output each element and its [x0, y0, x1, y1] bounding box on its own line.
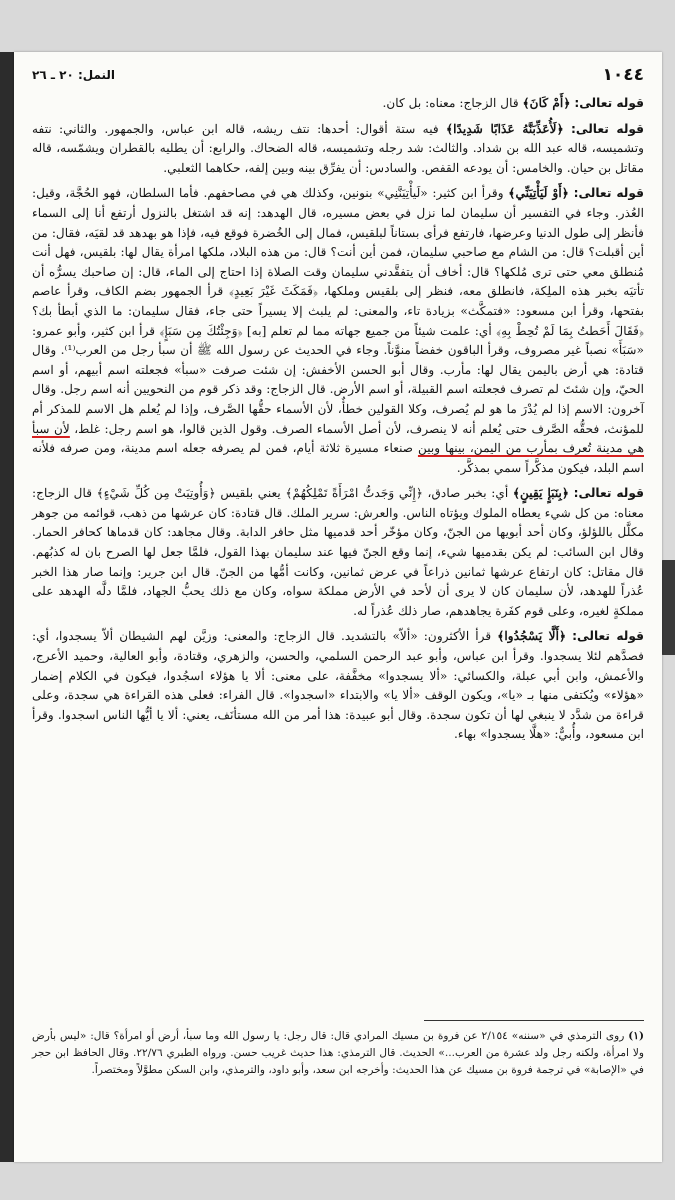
- entry-lead: قوله تعالى:: [573, 186, 645, 201]
- entry-paragraph: [32, 94, 644, 114]
- quran-verse: ﴿أَمْ كَانَ﴾: [522, 96, 571, 110]
- left-dark-edge: [0, 52, 14, 1162]
- entry-text-continued: صنعاء مسيرة ثلاثة أيام، فمن لم يصرفه جعله اسم مدينة، ومن صرفه فلأنه اسم البلد، فيكون مذكَّراً سمي بمذكَّر.: [32, 441, 644, 475]
- footnote-text: روى الترمذي في «سننه» ٢/١٥٤ عن فروة بن مسيك المرادي قال: قال رجل: يا رسول الله وما سبأ، أرض أو امرأة؟ قال: «ليس بأرض ولا امرأة، ولكنه رجل ولد عشرة من العرب...» الحديث. قال الترمذي: هذا حديث غريب حسن. ورواه الطبري ٢٢/٧٦. وقال الحافظ ابن حجر في «الإصابة» في ترجمة فروة بن مسيك عن هذا الحديث: وأخرجه ابن سعد، وأبو داود، والترمذي، وابن السكن مطوَّلاً ومختصراً.: [32, 1030, 644, 1076]
- book-page: [14, 52, 662, 1162]
- entry-text: قرأ الأكثرون: «ألاّ» بالتشديد. قال الزجاج: والمعنى: وزيَّن لهم الشيطان ألاّ يسجدوا، أي: فصدَّهم لئلا يسجدوا. وقرأ ابن عباس، وأبو عبد الرحمن السلمي، والحسن، والزهري، وقتادة، وأبو العالية، وحميد الأعرج، والأعمش، وابن أبي عبلة، والكسائي: «ألا يسجدوا» مخفَّفة، على معنى: ألا يا هؤلاء اسجُدوا، فيكون في الكلام إضمار «هؤلاء» ويُكتفى منها بـ «يا»، ويكون الوقف «ألا يا» والابتداء «اسجدوا». قال الفراء: فعلى هذه القراءة هي سجدة، وعلى قراءة من شدَّد لا ينبغي لها أن تكون سجدة. وقال أبو عبيدة: هذا أمر من الله مستأنَف، يعني: ألا يا أيُّها الناس اسجدوا. وقرأ ابن مسعود، وأُبيٌّ: «هلَّا يسجدوا» بهاء.: [32, 629, 644, 742]
- red-underlined-text: لأن سبأ هي مدينة تُعرف بمأرب من اليمن، بينها وبين: [32, 421, 644, 456]
- footnote-rule: [424, 1020, 644, 1021]
- entry-paragraph: [32, 627, 644, 745]
- quran-verse: ﴿أَلَّا يَسْجُدُوا﴾: [497, 629, 567, 644]
- entry-lead: قوله تعالى:: [572, 629, 644, 644]
- entry-lead: قوله تعالى:: [574, 96, 644, 110]
- entry-text: أي: بخبر صادق، ﴿إِنِّي وَجَدتُّ امْرَأَةً تَمْلِكُهُمْ﴾ يعني بلقيس ﴿وَأُوتِيَتْ مِن كُلِّ شَيْءٍ﴾ قال الزجاج: معناه: من كل شيء يعطاه الملوك ويؤتاه الناس. والعرش: سرير الملك. قال قتادة: كان عرشها من ذهب، قوائمه من جوهر مكلَّل باللؤلؤ، وكان أحد أبويها من الجنّ، وكان مؤخّر أحد قدميها مثل حافر الدابة. وقال مجاهد: كان قدماها كحافر الحمار. وقال ابن السائب: لم يكن بقدميها شيء، إنما وقع الجنّ فيها عند سليمان بهذا القول، فلمَّا جعل لها الصرح بان له كذبُهم. قال مقاتل: كان ارتفاع عرشها ثمانين ذراعاً في عرض ثمانين، وكانت أمُّها من الجنّ. قال ابن جرير: وإنما صار هذا الخبر عُذراً للهدهد، لأن سليمان كان لا يرى أن لأحد في الأرض مملكة سواه، وكان مع ذلك يحبُّ الجهاد، فلمَّا دلَّه الهدهد على مملكةٍ لغيره، وعلى قوم كفَرة يجاهدهم، صار ذلك عُذراً له.: [32, 486, 644, 618]
- entry-paragraph: [32, 120, 644, 179]
- entry-paragraph: [32, 184, 644, 478]
- footnote-number: (١): [628, 1030, 644, 1042]
- entry-lead: قوله تعالى:: [570, 121, 645, 136]
- entry-text: فيه ستة أقوال: أحدها: نتف ريشه، قاله ابن عباس، والجمهور. والثاني: نتفه وتشميسه، قاله عبد الله بن شداد. والثالث: شد رجله وتشميسه، قاله الضحاك. والرابع: أن يطليه بالقطران ويشمّسه، قاله مقاتل بن حيان. والخامس: أن يودعه القفص. والسادس: أن يفرِّق بينه وبين إلفه، حكاهما الثعلبي.: [32, 121, 644, 175]
- page-number: ١٠٤٤: [602, 65, 644, 85]
- running-head: النمل: ٢٠ ـ ٢٦: [32, 68, 116, 82]
- entry-paragraph: [32, 484, 644, 621]
- page-header: [32, 64, 644, 86]
- footnote: [32, 1028, 644, 1079]
- quran-verse: ﴿أَوْ لَيَأْتِيَنِّي﴾: [508, 186, 569, 201]
- scroll-tab[interactable]: [660, 560, 675, 655]
- entry-text: قال الزجاج: معناه: بل كان.: [382, 96, 519, 110]
- entry-lead: قوله تعالى:: [573, 486, 644, 501]
- quran-verse: ﴿بِنَبَإٍ يَقِينٍ﴾: [512, 486, 570, 501]
- page-body: [32, 94, 644, 745]
- entry-text: وقرأ ابن كثير: «لَيأْتِيَنَّنِي» بنونين، وكذلك هي في مصاحفهم. فأما السلطان، فهو الحُجَّة، وقيل: العُذر. وجاء في التفسير أن سليمان لما نزل في بعض مسيره، قال الهدهد: إنه قد اشتغل بالنزول أرتفع أنا إلى السماء فأنظر إلى طول الدنيا وعرضها، فارتفع فرأى بستاناً لبلقيس، فمال إلى الخُضرة فوقع فيه، فإذا هو بهدهد قد لقيَه، فقال: من أين أقبلت؟ قال: من الشام مع صاحبي سليمان، فمن أين أنت؟ قال: من هذه البلاد، ملكها امرأة يقال لها: بلقيس، فهل أنت مُنطلق معي حتى ترى مُلكها؟ قال: أخاف أن يتفقَّدني سليمان وقت الصلاة إذا احتاج إلى الماء، قال: إن صاحبك يسرُّه أن تأتيَه بخبر هذه الملِكة، فانطلق معه، فنظر إلى بلقيس وملكها، ﴿فَمَكَثَ غَيْرَ بَعِيدٍ﴾ قرأ الجمهور بضم الكاف، وقرأ عاصم بفتحها، وقرأ ابن مسعود: «فتمكَّث» بزيادة تاء، والمعنى: لم يلبث إلا يسيراً حتى جاء، فقال سليمان: ما الذي أبطأ بك؟ ﴿فَقَالَ أَحَطتُ بِمَا لَمْ تُحِطْ بِهِ﴾ أي: علمت شيئاً من جميع جهاته مما لم تعلم [به] ﴿وَجِئْتُكَ مِن سَبَإٍ﴾ قرأ ابن كثير، وأبو عمرو: «سَبَأَ» نصباً غير مصروف، وقرأ الباقون خفضاً منوَّناً. وجاء في الحديث عن رسول الله ﷺ أن سبأ رجل من العرب⁽¹⁾. وقال قتادة: هي أرض باليمن يقال لها: مأرب. وقال أبو الحسن الأخفش: إن شئت صرفت «سبأ» فجعلته اسم أبيهم، أو اسم الحيّ، وإن شئتَ لم تصرف فجعلته اسم القبيلة، أو اسم الأرض. قال الزجاج: وقد ذكر قوم من النحويين أنه اسم رجل. وقال آخرون: الاسم إذا لم يُدْرَ ما هو لم يُصرف، وكلا القولين خطأٌ، لأن الأسماء حقُّها الصَّرف، وإذا لم يُعلم هل الاسم للمذكر أم للمؤنث، فحقُّه الصَّرف حتى يُعلم أنه لا ينصرف، لأن أصل الأسماء الصرف. وقول الذين قالوا، هو اسم رجل: غلط،: [32, 186, 644, 436]
- quran-verse: ﴿لَأُعَذِّبَنَّهُ عَذَابًا شَدِيدًا﴾: [446, 121, 564, 136]
